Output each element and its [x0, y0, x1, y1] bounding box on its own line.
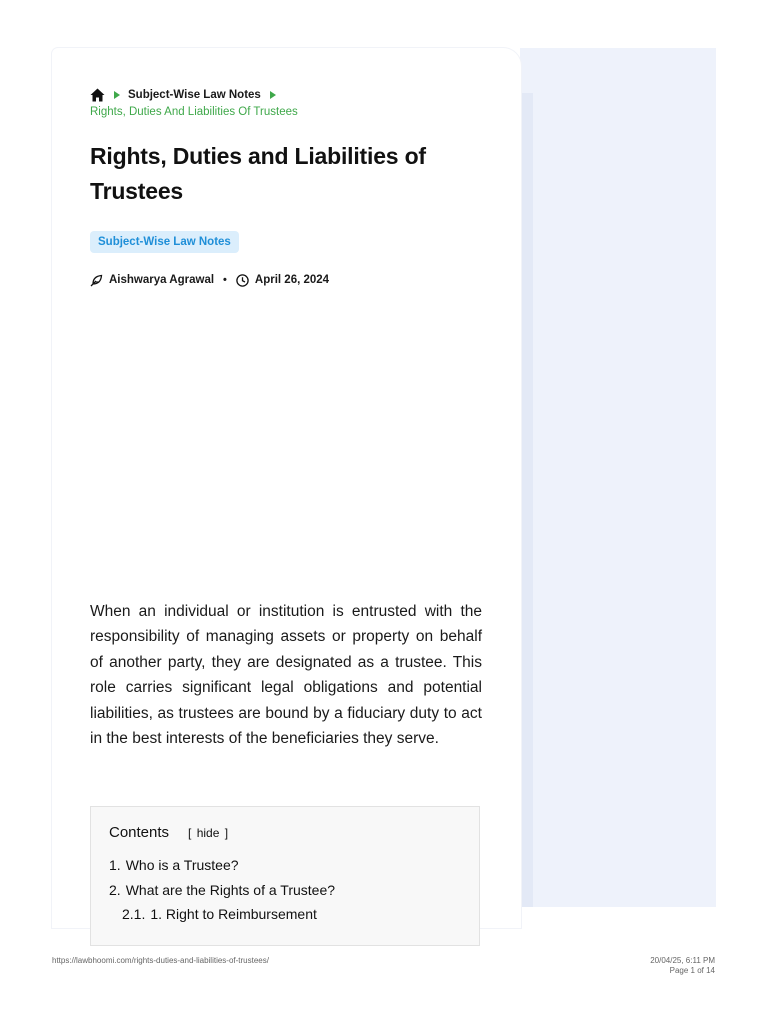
- feather-icon: [90, 274, 103, 287]
- print-footer-url: https://lawbhoomi.com/rights-duties-and-liabilities-of-trustees/: [52, 956, 269, 965]
- sidebar-background: [520, 48, 716, 907]
- breadcrumb-current: Rights, Duties And Liabilities Of Trustees: [90, 106, 298, 118]
- toc-title: Contents: [109, 824, 170, 841]
- chevron-right-icon: [270, 91, 276, 99]
- chevron-right-icon: [114, 91, 120, 99]
- toc-item-label[interactable]: Who is a Trustee?: [125, 857, 239, 873]
- intro-paragraph: When an individual or institution is entrusted with the responsibility of managing assets or property on behalf of another party, they are designated as a trustee. This role carries significant legal obligations and potential liabilities, as trustees are bound by a fiduciary duty to act in the best interests of the beneficiaries they serve.: [90, 603, 482, 748]
- toc-list: [109, 853, 335, 927]
- print-page-number: Page 1 of 14: [669, 966, 715, 975]
- breadcrumb-link-category[interactable]: Subject-Wise Law Notes: [128, 89, 261, 101]
- toc-hide-toggle[interactable]: [186, 826, 230, 840]
- home-icon[interactable]: [90, 88, 105, 102]
- author-name[interactable]: Aishwarya Agrawal: [109, 274, 215, 286]
- toc-item-number: 2.1.: [122, 906, 146, 922]
- clock-icon: [236, 274, 249, 287]
- category-badge[interactable]: Subject-Wise Law Notes: [90, 231, 239, 253]
- article-meta: [90, 272, 329, 288]
- toc-subitem[interactable]: [109, 902, 335, 927]
- toc-toggle-label[interactable]: hide: [196, 826, 220, 840]
- breadcrumb: [90, 87, 490, 118]
- toc-item[interactable]: [109, 853, 335, 878]
- toc-item-number: 1.: [109, 857, 121, 873]
- toc-item-label[interactable]: 1. Right to Reimbursement: [150, 906, 317, 922]
- meta-separator: •: [223, 274, 227, 286]
- publish-date: April 26, 2024: [254, 274, 330, 286]
- print-footer-info: [650, 956, 715, 976]
- toc-item[interactable]: [109, 878, 335, 903]
- print-timestamp: 20/04/25, 6:11 PM: [650, 956, 715, 965]
- toc-bracket-open: [: [188, 826, 192, 840]
- toc-bracket-close: ]: [224, 826, 229, 840]
- toc-item-number: 2.: [109, 881, 121, 898]
- table-of-contents: [90, 806, 480, 946]
- toc-item-label[interactable]: What are the Rights of a Trustee?: [125, 881, 336, 898]
- sidebar-strip: [520, 93, 533, 907]
- page-title: Rights, Duties and Liabilities of Trustees: [90, 143, 426, 204]
